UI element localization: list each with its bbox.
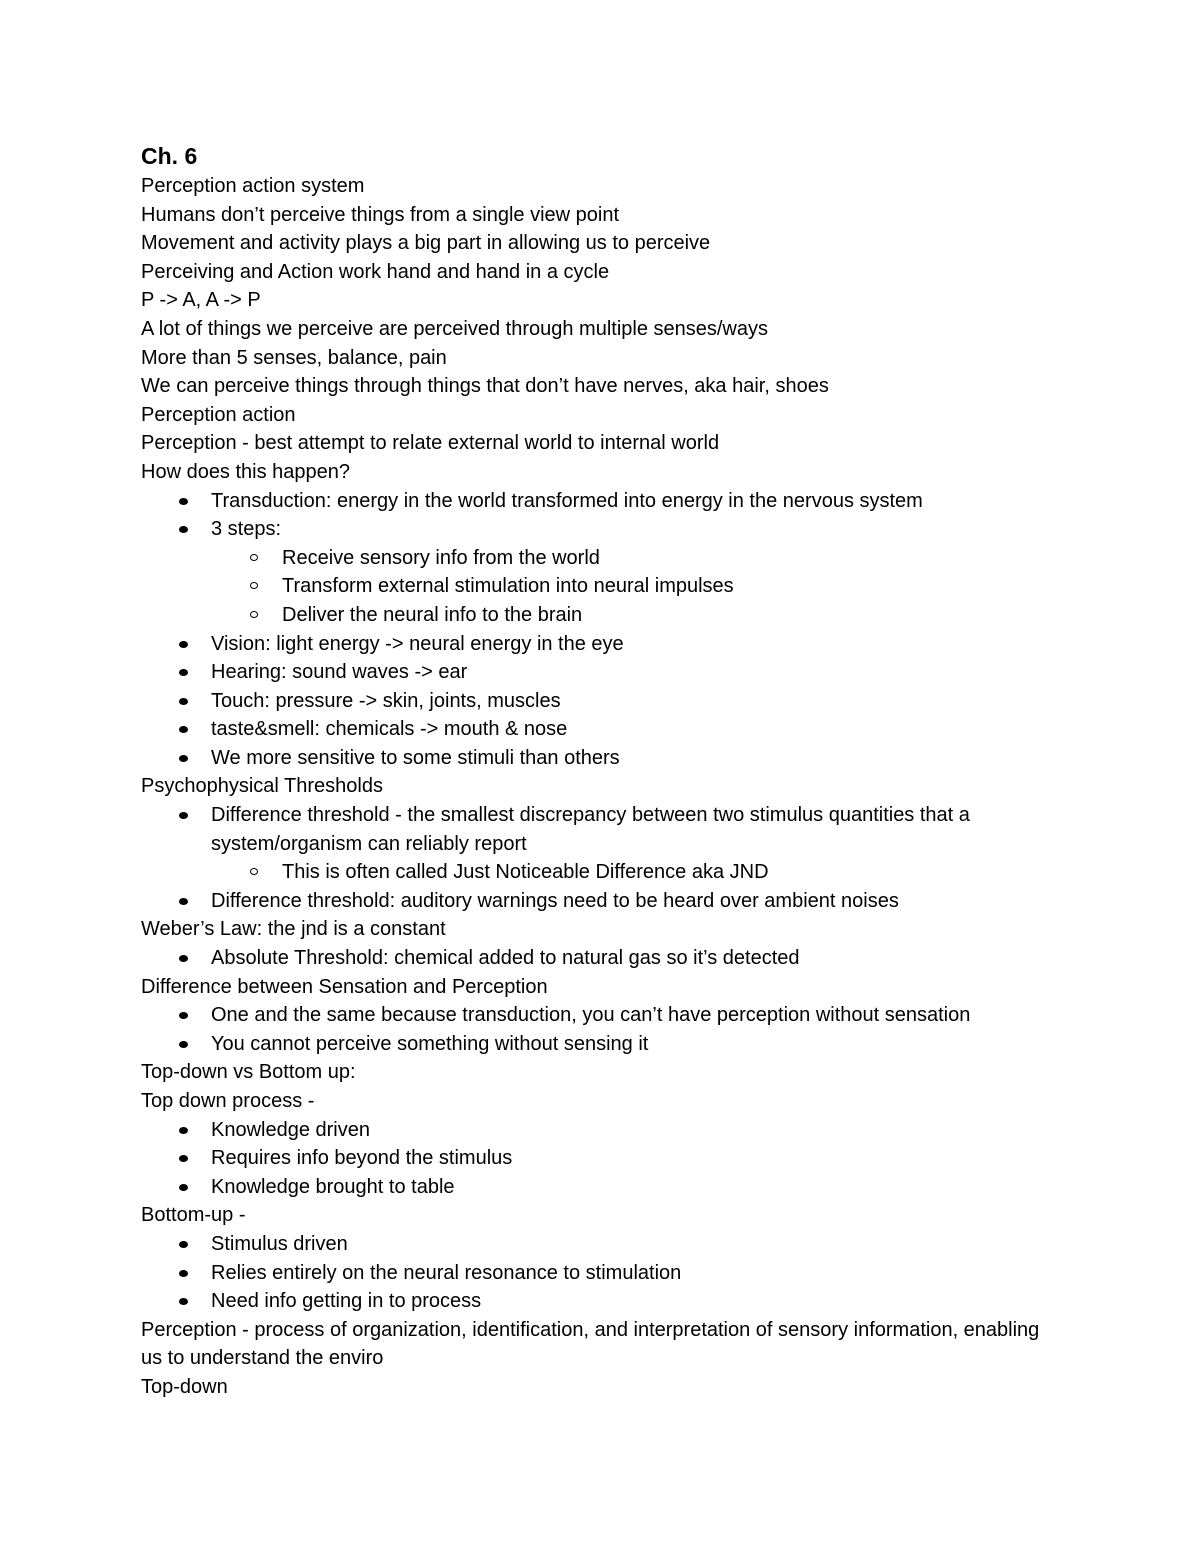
list-item-text: Need info getting in to process <box>211 1290 482 1313</box>
text-line: Top-down vs Bottom up: <box>141 1061 356 1084</box>
text-line: We can perceive things through things that don’t have nerves, aka hair, shoes <box>141 375 829 398</box>
hollow-bullet-icon <box>250 554 258 561</box>
bullet-icon <box>179 1127 188 1134</box>
bullet-icon <box>179 669 188 676</box>
list-item <box>141 1144 1041 1173</box>
list-item <box>141 1259 1041 1288</box>
list-item <box>141 658 1041 687</box>
bullet-icon <box>179 1155 188 1162</box>
bullet-icon <box>179 755 188 762</box>
text-line: Movement and activity plays a big part in allowing us to perceive <box>141 232 711 255</box>
bullet-icon <box>179 641 188 648</box>
list-item-text: We more sensitive to some stimuli than others <box>211 746 620 769</box>
list-item <box>141 801 1041 858</box>
text-line: Perception - process of organization, identification, and interpretation of sensory information, enabling us to understand the enviro <box>141 1318 1040 1370</box>
bullet-icon <box>179 1041 188 1048</box>
list-item-text: Requires info beyond the stimulus <box>211 1147 513 1170</box>
list-item-text: Difference threshold - the smallest discrepancy between two stimulus quantities that a system/organism can reliably report <box>211 804 970 855</box>
list-item-text: Transduction: energy in the world transformed into energy in the nervous system <box>211 489 923 512</box>
bullet-icon <box>179 1012 188 1019</box>
list-item <box>141 487 1041 516</box>
list-item-text: Stimulus driven <box>211 1232 348 1255</box>
bullet-icon <box>179 955 188 962</box>
list-item-text: Absolute Threshold: chemical added to natural gas so it’s detected <box>211 947 800 970</box>
list-item-text: Transform external stimulation into neural impulses <box>282 575 734 598</box>
bullet-icon <box>179 1270 188 1277</box>
list-item-text: Relies entirely on the neural resonance to stimulation <box>211 1261 682 1284</box>
bullet-icon <box>179 726 188 733</box>
bullet-icon <box>179 526 188 533</box>
text-line: Perception - best attempt to relate external world to internal world <box>141 432 720 455</box>
text-line: Perceiving and Action work hand and hand in a cycle <box>141 260 610 283</box>
list-item-text: Vision: light energy -> neural energy in the eye <box>211 632 624 655</box>
list-item <box>141 1116 1041 1145</box>
list-item-text: Receive sensory info from the world <box>282 546 600 569</box>
list-item <box>141 887 1041 916</box>
list-item-text: Knowledge driven <box>211 1118 370 1141</box>
sub-list-item <box>141 601 1041 630</box>
list-item <box>141 1287 1041 1316</box>
list-item <box>141 1030 1041 1059</box>
text-line: More than 5 senses, balance, pain <box>141 346 447 369</box>
bullet-icon <box>179 812 188 819</box>
list-item <box>141 1001 1041 1030</box>
text-line: Perception action <box>141 403 296 426</box>
text-line: Humans don’t perceive things from a single view point <box>141 203 620 226</box>
list-item <box>141 715 1041 744</box>
list-item <box>141 744 1041 773</box>
list-item <box>141 1173 1041 1202</box>
bullet-icon <box>179 1298 188 1305</box>
list-item <box>141 1230 1041 1259</box>
bullet-icon <box>179 498 188 505</box>
list-item <box>141 687 1041 716</box>
text-line: Perception action system <box>141 175 365 197</box>
list-item-text: 3 steps: <box>211 518 282 541</box>
list-item-text: Deliver the neural info to the brain <box>282 603 583 626</box>
list-item-text: Difference threshold: auditory warnings need to be heard over ambient noises <box>211 889 899 912</box>
list-item <box>141 944 1041 973</box>
list-item-text: One and the same because transduction, you can’t have perception without sensation <box>211 1004 971 1027</box>
list-item-text: Hearing: sound waves -> ear <box>211 661 468 684</box>
text-line: P -> A, A -> P <box>141 289 261 312</box>
hollow-bullet-icon <box>250 611 258 618</box>
sub-list-item <box>141 544 1041 573</box>
text-line: How does this happen? <box>141 460 351 483</box>
sub-list-item <box>141 572 1041 601</box>
hollow-bullet-icon <box>250 582 258 589</box>
text-line: Psychophysical Thresholds <box>141 775 383 798</box>
text-line: Weber’s Law: the jnd is a constant <box>141 918 446 941</box>
document-page <box>141 140 1041 1402</box>
list-item-text: Touch: pressure -> skin, joints, muscles <box>211 689 561 712</box>
text-line: Top down process - <box>141 1090 315 1112</box>
sub-list-item <box>141 858 1041 887</box>
chapter-heading: Ch. 6 <box>141 143 198 169</box>
text-line: Bottom-up - <box>141 1204 246 1227</box>
text-line: Top-down <box>141 1375 228 1398</box>
bullet-icon <box>179 698 188 705</box>
bullet-icon <box>179 898 188 905</box>
list-item <box>141 515 1041 544</box>
text-line: A lot of things we perceive are perceived through multiple senses/ways <box>141 317 769 340</box>
text-line: Difference between Sensation and Perception <box>141 975 548 998</box>
hollow-bullet-icon <box>250 868 258 875</box>
list-item-text: You cannot perceive something without sensing it <box>211 1032 649 1055</box>
list-item-text: taste&smell: chemicals -> mouth & nose <box>211 718 568 741</box>
bullet-icon <box>179 1241 188 1248</box>
list-item-text: Knowledge brought to table <box>211 1175 455 1198</box>
list-item <box>141 630 1041 659</box>
bullet-icon <box>179 1184 188 1191</box>
list-item-text: This is often called Just Noticeable Difference aka JND <box>282 861 769 884</box>
